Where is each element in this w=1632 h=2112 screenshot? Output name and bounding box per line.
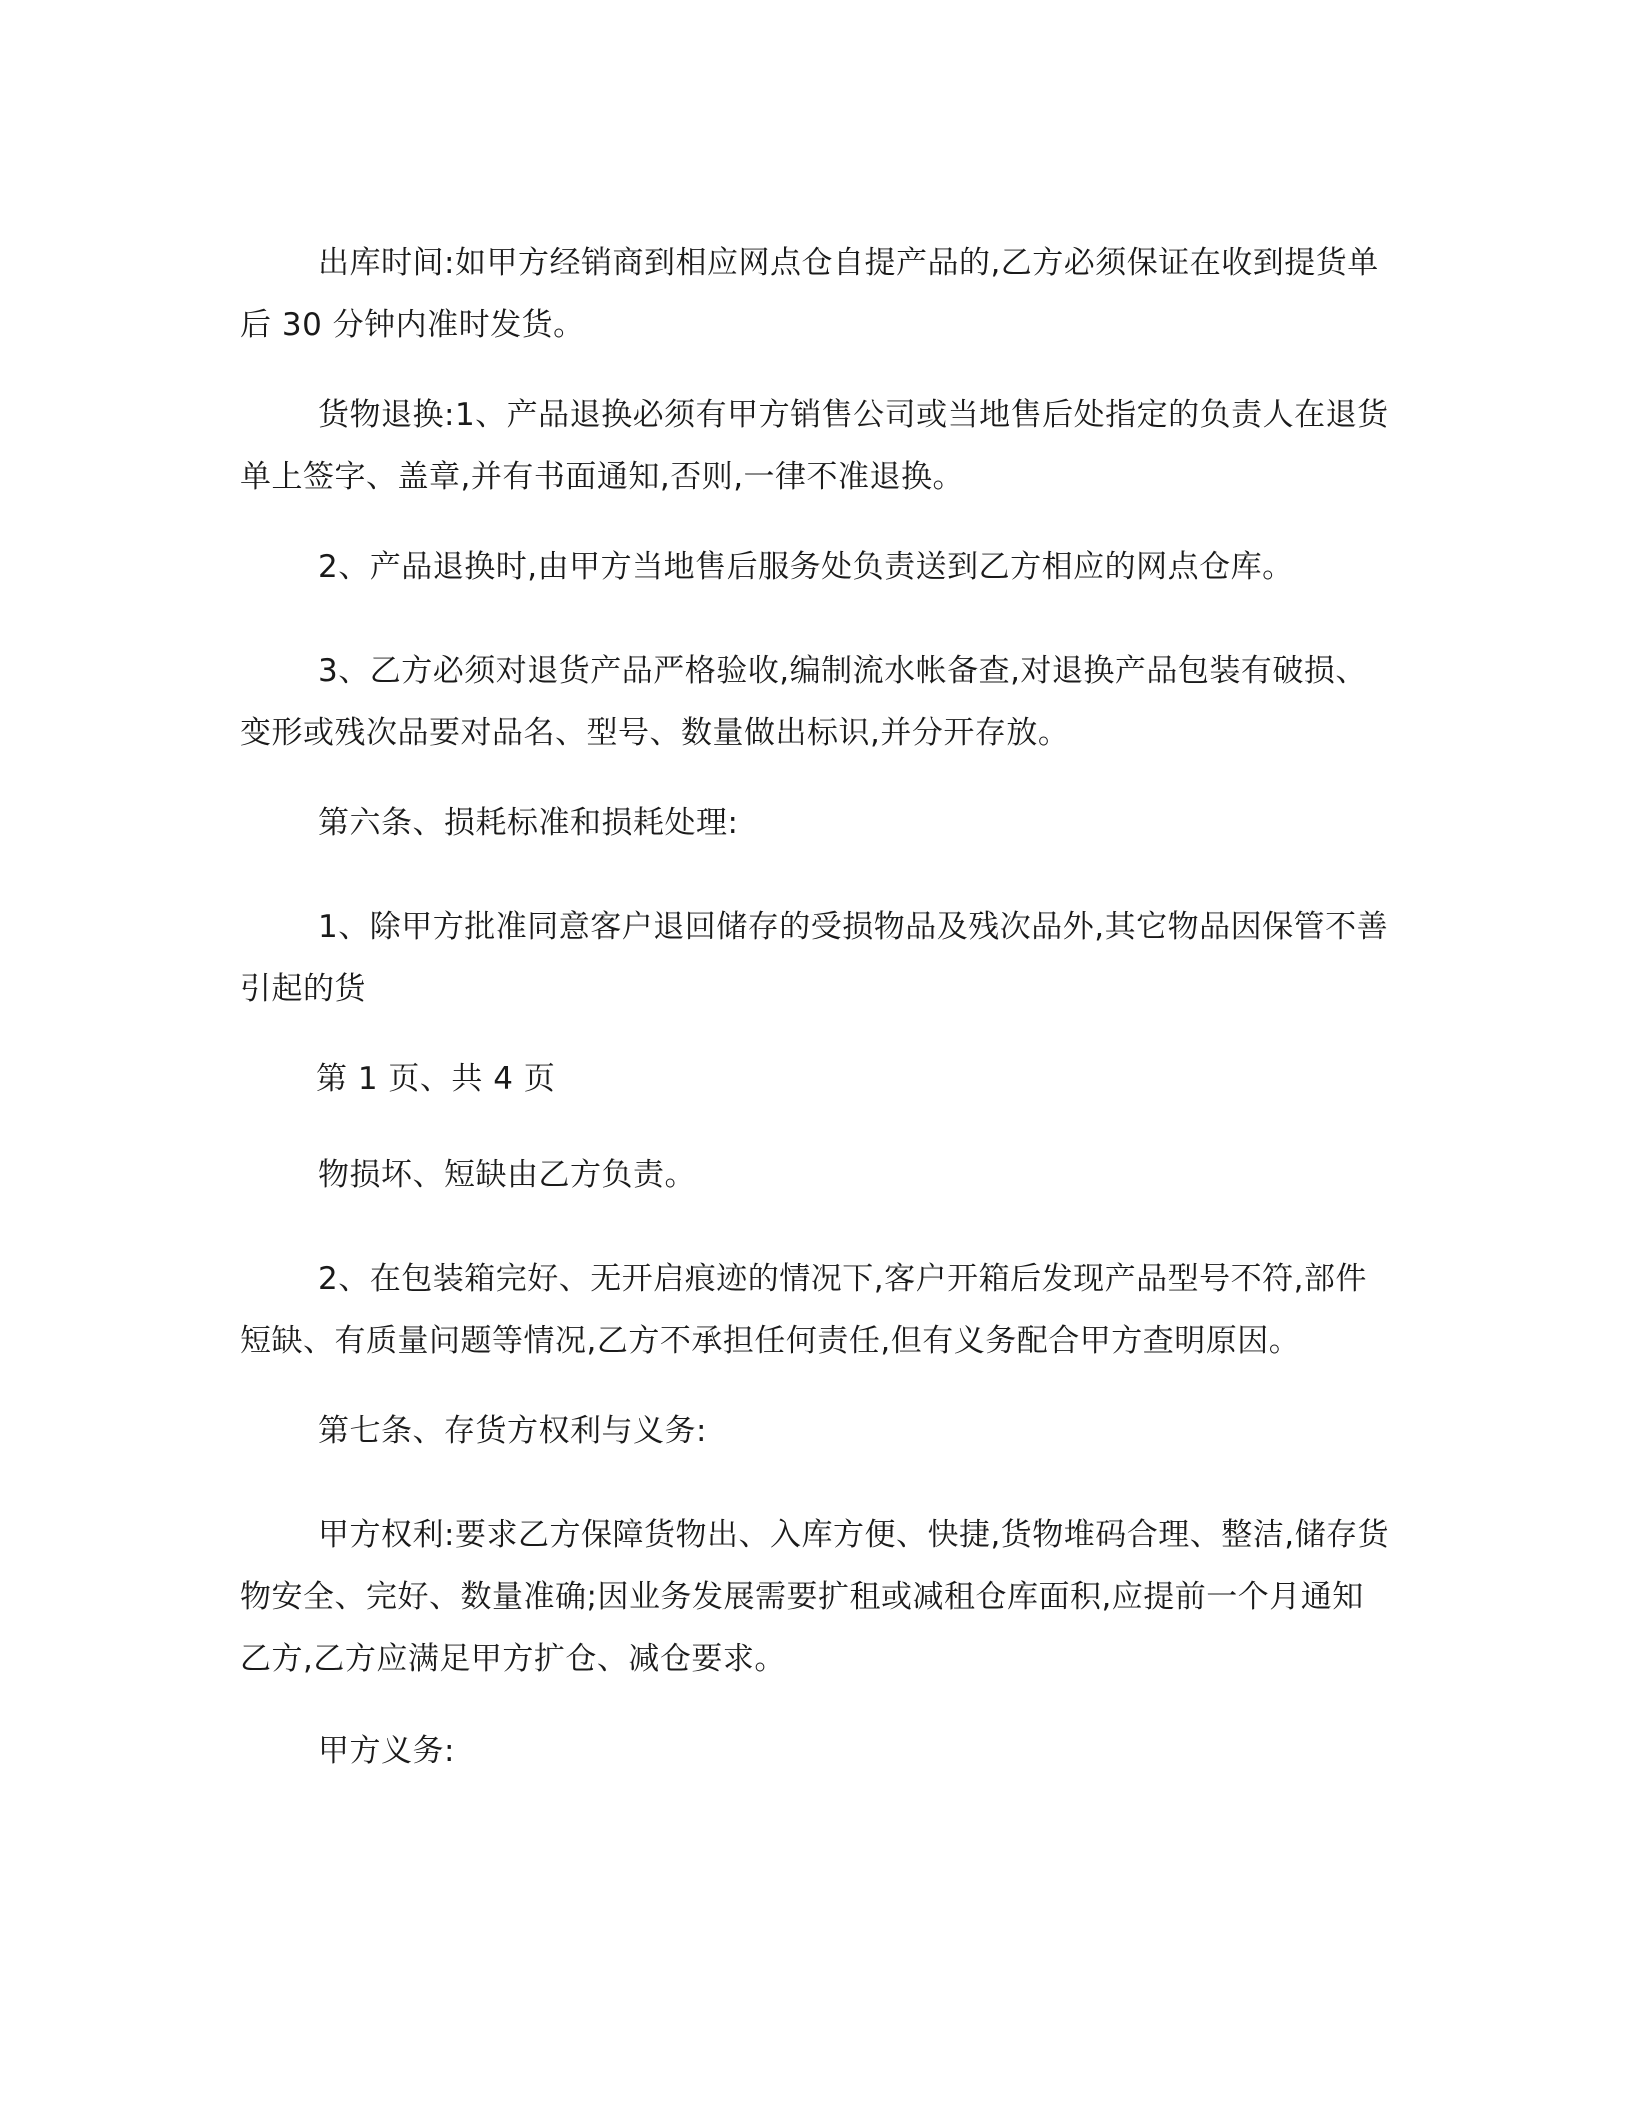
paragraph-loss-item-one: 1、除甲方批准同意客户退回储存的受损物品及残次品外,其它物品因保管不善引起的货 [240,909,1389,1007]
paragraph-party-a-rights: 甲方权利:要求乙方保障货物出、入库方便、快捷,货物堆码合理、整洁,储存货物安全、完好、数量准确;因业务发展需要扩租或减租仓库面积,应提前一个月通知乙方,乙方应满足甲方扩仓、减仓要求。 [240,1517,1390,1677]
paragraph-party-a-obligations: 甲方义务: [318,1733,455,1769]
section-heading-article-seven: 第七条、存货方权利与义务: [318,1413,707,1449]
paragraph-outbound-time: 出库时间:如甲方经销商到相应网点仓自提产品的,乙方必须保证在收到提货单后 30 分钟内准时发货。 [240,245,1379,343]
paragraph-loss-item-two: 2、在包装箱完好、无开启痕迹的情况下,客户开箱后发现产品型号不符,部件短缺、有质量问题等情况,乙方不承担任何责任,但有义务配合甲方查明原因。 [240,1261,1367,1359]
paragraph-loss-continued: 物损坏、短缺由乙方负责。 [318,1157,696,1193]
section-heading-article-six: 第六条、损耗标准和损耗处理: [318,805,739,841]
page-number-marker: 第 1 页、共 4 页 [316,1061,556,1097]
paragraph-return-delivery: 2、产品退换时,由甲方当地售后服务处负责送到乙方相应的网点仓库。 [318,549,1294,585]
paragraph-goods-return: 货物退换:1、产品退换必须有甲方销售公司或当地售后处指定的负责人在退货单上签字、盖章,并有书面通知,否则,一律不准退换。 [240,397,1389,495]
paragraph-return-inspection: 3、乙方必须对退货产品严格验收,编制流水帐备查,对退换产品包装有破损、变形或残次品要对品名、型号、数量做出标识,并分开存放。 [240,653,1367,751]
